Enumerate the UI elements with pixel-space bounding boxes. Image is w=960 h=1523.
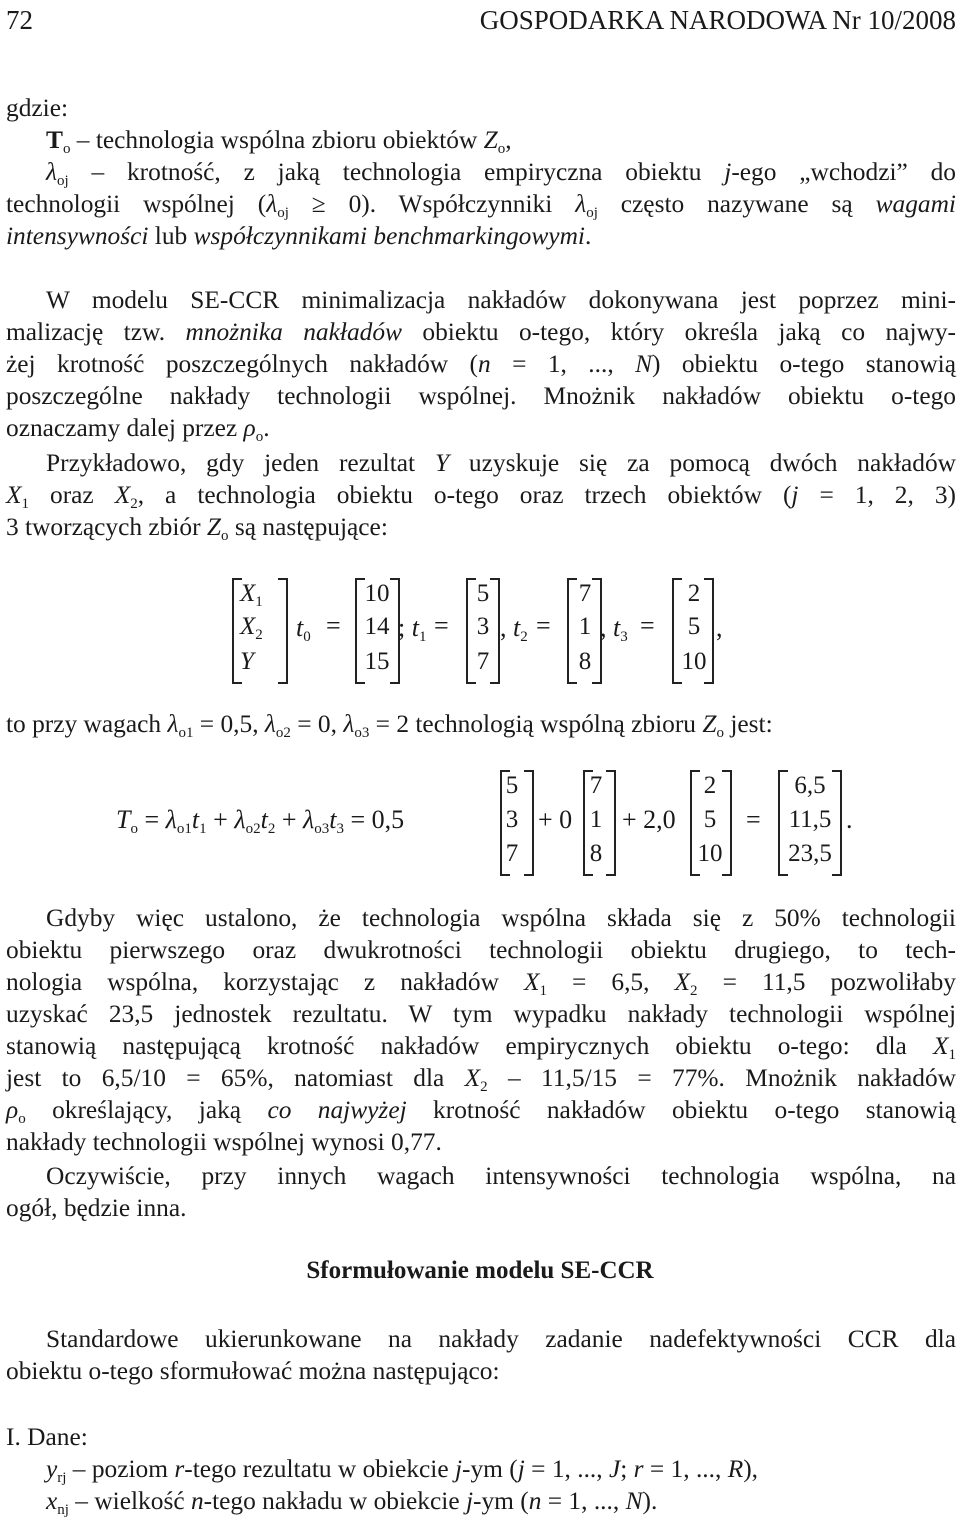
gdzie-label: gdzie:	[6, 94, 69, 122]
text: = 2 technologią wspólną zbioru	[369, 710, 703, 738]
matrix-cell: 1	[578, 613, 592, 640]
subscript: 1	[199, 821, 207, 837]
text: – poziom	[66, 1455, 175, 1483]
subscript: o3	[354, 725, 370, 741]
symbol-N: N	[635, 350, 653, 378]
matrix-cell: 10	[681, 648, 707, 675]
text: lub	[148, 222, 194, 250]
matrix-cell: 1	[589, 806, 603, 833]
text-line: obiektu pierwszego oraz dwukrotności technologii obiektu drugiego, to tech-	[6, 936, 956, 964]
text-line	[6, 188, 956, 220]
symbol-X: X	[464, 1064, 481, 1092]
subscript: oj	[586, 205, 598, 221]
subscript: 1	[21, 496, 30, 512]
symbol-Z: Z	[702, 710, 717, 738]
equals: =	[536, 611, 551, 640]
symbol-lambda: λ	[575, 190, 587, 218]
matrix-cell: 23,5	[788, 840, 832, 867]
text-line: uzyskać 23,5 jednostek rezultatu. W tym wypadku nakłady technologii wspólnej	[6, 1000, 956, 1028]
matrix-cell: 8	[578, 648, 592, 675]
symbol-n: n	[528, 1487, 542, 1515]
symbol-X: X	[114, 481, 131, 509]
symbol-N: N	[625, 1487, 643, 1515]
text: określający, jaką	[25, 1096, 268, 1124]
subscript: 3	[620, 629, 628, 645]
subscript: 2	[255, 627, 263, 643]
text-line	[6, 1062, 956, 1094]
matrix-cell: 3	[505, 806, 519, 833]
equals: =	[746, 805, 761, 834]
t3-label	[600, 613, 628, 643]
text: , a technologia obiektu o-tego oraz trzech obiektów (	[137, 481, 792, 509]
symbol-rho: ρ	[243, 414, 256, 442]
text: ,	[500, 613, 507, 642]
subscript: o	[497, 141, 506, 157]
text: krotność nakładów obiektu o-tego stanowią	[406, 1096, 957, 1124]
symbol-lambda: λ	[266, 190, 278, 218]
symbol-rho: ρ	[6, 1096, 19, 1124]
symbol-r: r	[174, 1455, 185, 1483]
text-line: ogół, będzie inna.	[6, 1194, 187, 1222]
subscript: rj	[57, 1470, 67, 1486]
text: ,	[600, 613, 607, 642]
symbol-T: T	[116, 805, 131, 834]
text-line: Oczywiście, przy innych wagach intensywności technologia wspólna, na	[46, 1162, 956, 1190]
text: ) obiektu o-tego stanowią	[652, 350, 956, 378]
matrix-cell: 7	[476, 648, 490, 675]
symbol-lambda: λ	[234, 805, 246, 834]
matrix-cell: 15	[364, 648, 390, 675]
text: = 0,	[290, 710, 344, 738]
subscript: oj	[57, 173, 69, 189]
text-line: Standardowe ukierunkowane na nakłady zadanie nadefektywności CCR dla	[46, 1325, 956, 1353]
t0-label	[296, 613, 311, 643]
text-line	[6, 316, 956, 348]
symbol-X: X	[523, 968, 540, 996]
text: ).	[642, 1487, 658, 1515]
text: ;	[620, 1455, 634, 1483]
definition-lambda	[46, 156, 956, 188]
dane-label: I. Dane:	[6, 1423, 88, 1451]
text: jest:	[723, 710, 773, 738]
symbol-t: t	[296, 613, 304, 642]
text-line	[6, 412, 956, 444]
bracket-right	[704, 578, 714, 684]
subscript: 2	[520, 629, 528, 645]
symbol-n: n	[478, 350, 491, 378]
bracket-right	[606, 770, 616, 876]
symbol-j: j	[724, 158, 732, 186]
text: = 1, ...,	[490, 350, 636, 378]
matrix-cell: 2	[687, 580, 701, 607]
subscript: 2	[130, 496, 138, 512]
symbol-Y: Y	[240, 648, 254, 675]
symbol-t: t	[411, 613, 419, 642]
symbol-t: t	[513, 613, 521, 642]
text: – krotność, z jaką technologia empiryczna obiektu	[68, 158, 725, 186]
page-number: 72	[6, 5, 33, 35]
subscript: o	[716, 725, 724, 741]
subscript: o	[18, 1111, 26, 1127]
symbol-lambda: λ	[46, 158, 57, 186]
text: jest to 6,5/10 = 65%, natomiast dla	[6, 1064, 465, 1092]
text: stanowią następującą krotność nakładów empirycznych obiektu o-tego: dla	[6, 1032, 933, 1060]
text: ),	[743, 1455, 759, 1483]
symbol-R: R	[727, 1455, 744, 1483]
symbol-t: t	[260, 805, 268, 834]
symbol-t: t	[191, 805, 200, 834]
text: – 11,5/15 = 77%. Mnożnik nakładów	[487, 1064, 956, 1092]
text-line	[6, 220, 956, 252]
Tmatrix-expression	[116, 805, 404, 835]
text-line: Gdyby więc ustalono, że technologia wspólna składa się z 50% technologii	[46, 904, 956, 932]
text-line	[6, 348, 956, 380]
matrix-cell: 3	[476, 613, 490, 640]
text: – technologia wspólna zbioru obiektów	[70, 126, 484, 154]
definition-T	[46, 124, 956, 156]
text: oraz	[29, 481, 115, 509]
text: =	[137, 805, 166, 834]
subscript: 2	[267, 821, 276, 837]
text: = 0,5	[350, 805, 405, 834]
symbol-J: J	[608, 1455, 621, 1483]
symbol-j: j	[517, 1455, 525, 1483]
subscript: 1	[418, 629, 427, 645]
symbol-Z: Z	[206, 513, 222, 541]
italic-text: intensywności	[6, 222, 149, 250]
subscript: 1	[948, 1047, 956, 1063]
text: są następujące:	[228, 513, 388, 541]
matrix-cell: 7	[505, 840, 519, 867]
text-line	[6, 1030, 956, 1062]
text-line	[46, 447, 956, 479]
matrix-cell	[240, 580, 280, 608]
symbol-lambda: λ	[264, 710, 276, 738]
text: = 11,5 pozwoliłaby	[697, 968, 956, 996]
text: +	[213, 805, 228, 834]
text: -ym (	[462, 1455, 518, 1483]
symbol-Y: Y	[434, 449, 450, 477]
matrix-cell: 7	[578, 580, 592, 607]
bracket-right	[490, 578, 500, 684]
symbol-j: j	[454, 1455, 463, 1483]
matrix-cell: 5	[505, 772, 519, 799]
equals: =	[640, 611, 655, 640]
text-line: obiektu o-tego sformułować można następująco:	[6, 1357, 500, 1385]
matrix-cell	[240, 648, 280, 676]
text-line	[6, 966, 956, 998]
matrix-cell: 5	[703, 806, 717, 833]
matrix-cell: 8	[589, 840, 603, 867]
symbol-X: X	[240, 613, 256, 640]
symbol-r: r	[633, 1455, 644, 1483]
subscript: o2	[275, 725, 291, 741]
text: oznaczamy dalej przez	[6, 414, 244, 442]
matrix-cell: 6,5	[794, 772, 826, 799]
text: = 0,5,	[193, 710, 265, 738]
text: -ym (	[473, 1487, 529, 1515]
italic-text: wagami	[875, 190, 956, 218]
symbol-x: x	[46, 1487, 58, 1515]
coef-3: + 2,0	[622, 805, 676, 834]
subscript: 1	[255, 594, 263, 610]
symbol-t: t	[613, 613, 621, 642]
symbol-lambda: λ	[343, 710, 355, 738]
text: -ego „wchodzi” do	[731, 158, 956, 186]
matrix-cell: 2	[703, 772, 717, 799]
symbol-j: j	[465, 1487, 473, 1515]
text-line	[6, 511, 956, 543]
period: .	[846, 805, 853, 834]
subscript: nj	[57, 1502, 69, 1518]
text: = 6,5,	[546, 968, 675, 996]
text: Przykładowo, gdy jeden rezultat	[46, 449, 435, 477]
symbol-X: X	[674, 968, 691, 996]
symbol-j: j	[791, 481, 799, 509]
subscript: 0	[303, 629, 311, 645]
text-line	[6, 1094, 956, 1126]
matrix-cell: 5	[476, 580, 490, 607]
text: -tego nakładu w obiekcie	[203, 1487, 466, 1515]
subscript: 3	[336, 821, 344, 837]
t1-label	[398, 613, 426, 643]
subscript: o2	[245, 821, 261, 837]
italic-text: współczynnikami benchmarkingowymi	[193, 222, 585, 250]
bracket-right	[722, 770, 732, 876]
text: = 1, ...,	[541, 1487, 626, 1515]
matrix-cell: 5	[687, 613, 701, 640]
t2-label	[500, 613, 528, 643]
symbol-t: t	[329, 805, 337, 834]
text-line: W modelu SE-CCR minimalizacja nakładów dokonywana jest poprzez mini-	[46, 286, 956, 314]
symbol-Z: Z	[483, 126, 498, 154]
definition-y	[46, 1453, 956, 1485]
symbol-X: X	[6, 481, 22, 509]
matrix-cell: 10	[364, 580, 390, 607]
subscript: 1	[539, 983, 547, 999]
symbol-lambda: λ	[302, 805, 315, 834]
bracket-right	[832, 770, 842, 876]
equals: =	[326, 611, 341, 640]
subscript: o1	[176, 821, 192, 837]
text: .	[263, 414, 270, 442]
subscript: 2	[690, 983, 698, 999]
text: uzyskuje się za pomocą dwóch nakładów	[449, 449, 956, 477]
text: = 1, ...,	[524, 1455, 609, 1483]
subscript: oj	[277, 205, 289, 221]
comma: ,	[716, 613, 723, 642]
text: ;	[398, 613, 406, 642]
text: ,	[505, 126, 512, 154]
symbol-lambda: λ	[165, 805, 177, 834]
text: często nazywane są	[597, 190, 876, 218]
bracket-right	[278, 578, 288, 684]
matrix-cell: 14	[364, 613, 390, 640]
subscript: o	[130, 821, 138, 837]
matrix-cell: 11,5	[788, 806, 832, 833]
text: to przy wagach	[6, 710, 168, 738]
symbol-X: X	[932, 1032, 949, 1060]
equals: =	[434, 611, 449, 640]
subscript: 2	[480, 1079, 488, 1095]
text: = 1, ...,	[643, 1455, 728, 1483]
matrix-cell: 10	[697, 840, 723, 867]
text: ≥ 0). Współczynniki	[288, 190, 576, 218]
symbol-lambda: λ	[167, 710, 179, 738]
symbol-T: T	[46, 126, 63, 154]
definition-x	[46, 1485, 956, 1517]
section-heading: Sformułowanie modelu SE-CCR	[306, 1257, 654, 1284]
text: technologii wspólnej (	[6, 190, 267, 218]
bracket-right	[524, 770, 534, 876]
text: obiektu o-tego, który określa jaką co najwy-	[401, 318, 956, 346]
italic-text: co najwyżej	[267, 1096, 407, 1124]
journal-header: GOSPODARKA NARODOWA Nr 10/2008	[479, 5, 956, 35]
symbol-X: X	[240, 580, 256, 607]
text: = 1, 2, 3)	[798, 481, 956, 509]
subscript: o	[255, 429, 264, 445]
subscript: o	[221, 528, 229, 544]
text-line: nakłady technologii wspólnej wynosi 0,77.	[6, 1128, 442, 1156]
subscript: o1	[178, 725, 194, 741]
text: żej krotność poszczególnych nakładów (	[6, 350, 478, 378]
text: +	[281, 805, 297, 834]
symbol-n: n	[190, 1487, 204, 1515]
text: nologia wspólna, korzystając z nakładów	[6, 968, 524, 996]
text-line: poszczególne nakłady technologii wspólnej. Mnożnik nakładów obiektu o-tego	[6, 382, 956, 410]
coef-2: + 0	[538, 805, 573, 834]
subscript: o3	[314, 821, 330, 837]
matrix-cell: 7	[589, 772, 603, 799]
matrix-cell	[240, 613, 280, 641]
text: – wielkość	[68, 1487, 191, 1515]
text: malizację tzw.	[6, 318, 186, 346]
text-line	[6, 479, 956, 511]
text-line	[6, 708, 956, 740]
text: -tego rezultatu w obiekcie	[184, 1455, 455, 1483]
subscript: o	[62, 141, 71, 157]
italic-text: mnożnika nakładów	[185, 318, 402, 346]
symbol-y: y	[46, 1455, 58, 1483]
text: .	[584, 222, 592, 250]
text: 3 tworzących zbiór	[6, 513, 207, 541]
